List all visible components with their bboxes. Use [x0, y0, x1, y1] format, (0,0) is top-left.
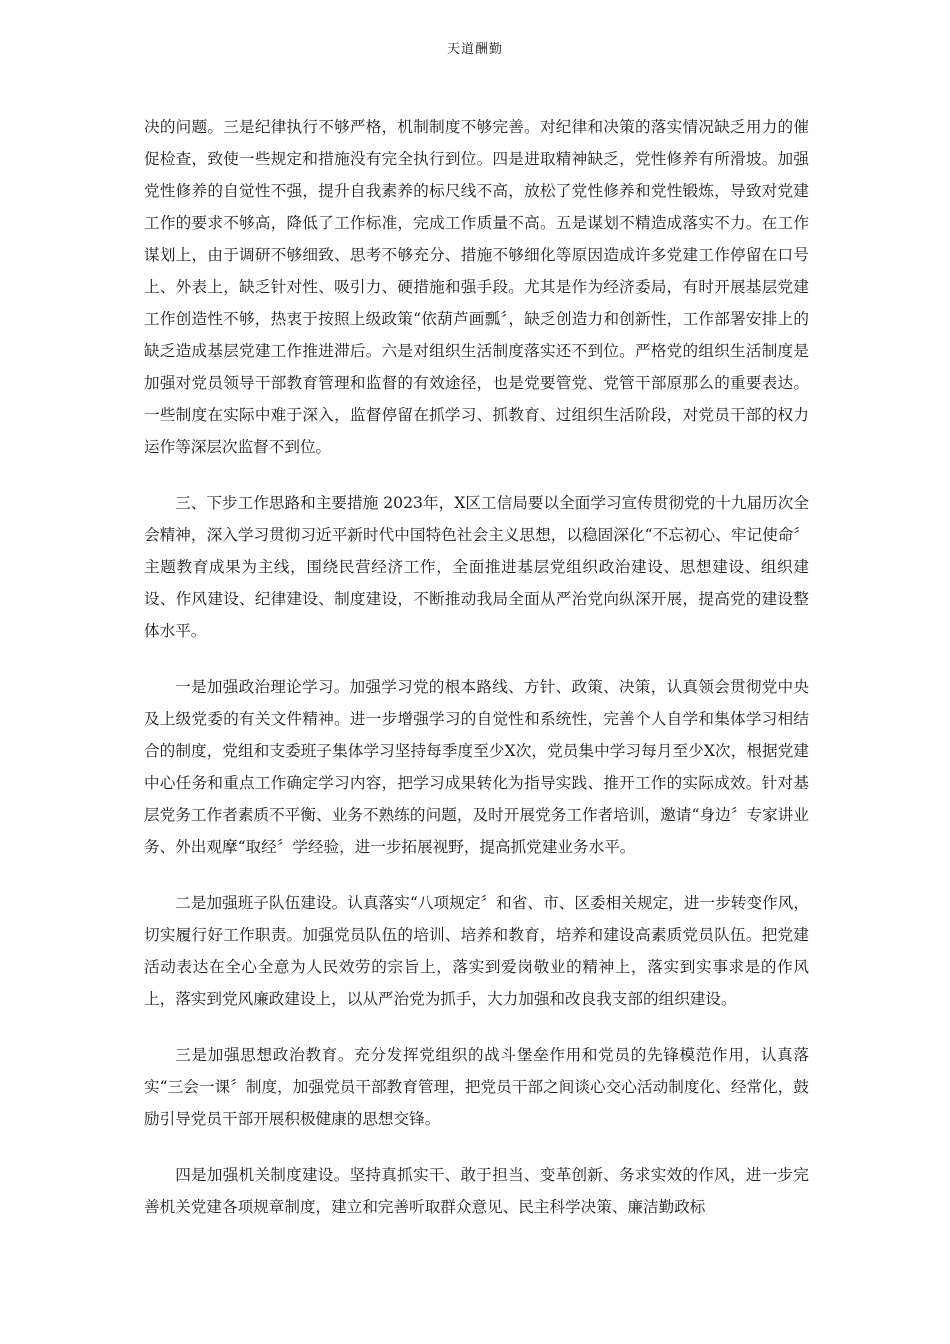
- paragraph-measure-four: 四是加强机关制度建设。坚持真抓实干、敢于担当、变革创新、务求实效的作风，进一步完善机关党建各项规章制度，建立和完善听取群众意见、民主科学决策、廉洁勤政标: [144, 1166, 809, 1216]
- paragraph-measure-one: 一是加强政治理论学习。加强学习党的根本路线、方针、政策、决策，认真领会贯彻党中央及上级党委的有关文件精神。进一步增强学习的自觉性和系统性，完善个人自学和集体学习相结合的制度，党组和支委班子集体学习坚持每季度至少X次，党员集中学习每月至少X次，根据党建中心任务和重点工作确定学习内容，把学习成果转化为指导实践、推开工作的实际成效。针对基层党务工作者素质不平衡、业务不熟练的问题，及时开展党务工作者培训，邀请“身边〞专家讲业务、外出观摩“取经〞学经验，进一步拓展视野，提高抓党建业务水平。: [144, 678, 809, 856]
- page-header: 天道酬勤: [446, 42, 503, 57]
- paragraph-measure-two: 二是加强班子队伍建设。认真落实“八项规定〞和省、市、区委相关规定，进一步转变作风，切实履行好工作职责。加强党员队伍的培训、培养和教育，培养和建设高素质党员队伍。把党建活动表达在全心全意为人民效劳的宗旨上，落实到爱岗敬业的精神上，落实到实事求是的作风上，落实到党风廉政建设上，以从严治党为抓手，大力加强和改良我支部的组织建设。: [144, 894, 809, 1008]
- paragraph-section-three: 三、下步工作思路和主要措施 2023年，X区工信局要以全面学习宣传贯彻党的十九届历次全会精神，深入学习贯彻习近平新时代中国特色社会主义思想，以稳固深化“不忘初心、牢记使命〞主题教育成果为主线，围绕民营经济工作，全面推进基层党组织政治建设、思想建设、组织建设、作风建设、纪律建设、制度建设，不断推动我局全面从严治党向纵深开展，提高党的建设整体水平。: [144, 494, 809, 640]
- document-body: [144, 111, 809, 1223]
- paragraph-continuation: 决的问题。三是纪律执行不够严格，机制制度不够完善。对纪律和决策的落实情况缺乏用力的催促检查，致使一些规定和措施没有完全执行到位。四是进取精神缺乏，党性修养有所滑坡。加强党性修养的自觉性不强，提升自我素养的标尺线不高，放松了党性修养和党性锻炼，导致对党建工作的要求不够高，降低了工作标准，完成工作质量不高。五是谋划不精造成落实不力。在工作谋划上，由于调研不够细致、思考不够充分、措施不够细化等原因造成许多党建工作停留在口号上、外表上，缺乏针对性、吸引力、硬措施和强手段。尤其是作为经济委局，有时开展基层党建工作创造性不够，热衷于按照上级政策“依葫芦画瓢〞，缺乏创造力和创新性，工作部署安排上的缺乏造成基层党建工作推进滞后。六是对组织生活制度落实还不到位。严格党的组织生活制度是加强对党员领导干部教育管理和监督的有效途径，也是党要管党、党管干部原那么的重要表达。一些制度在实际中难于深入，监督停留在抓学习、抓教育、过组织生活阶段，对党员干部的权力运作等深层次监督不到位。: [144, 118, 809, 456]
- paragraph-measure-three: 三是加强思想政治教育。充分发挥党组织的战斗堡垒作用和党员的先锋模范作用，认真落实“三会一课〞制度，加强党员干部教育管理，把党员干部之间谈心交心活动制度化、经常化，鼓励引导党员干部开展积极健康的思想交锋。: [144, 1046, 809, 1128]
